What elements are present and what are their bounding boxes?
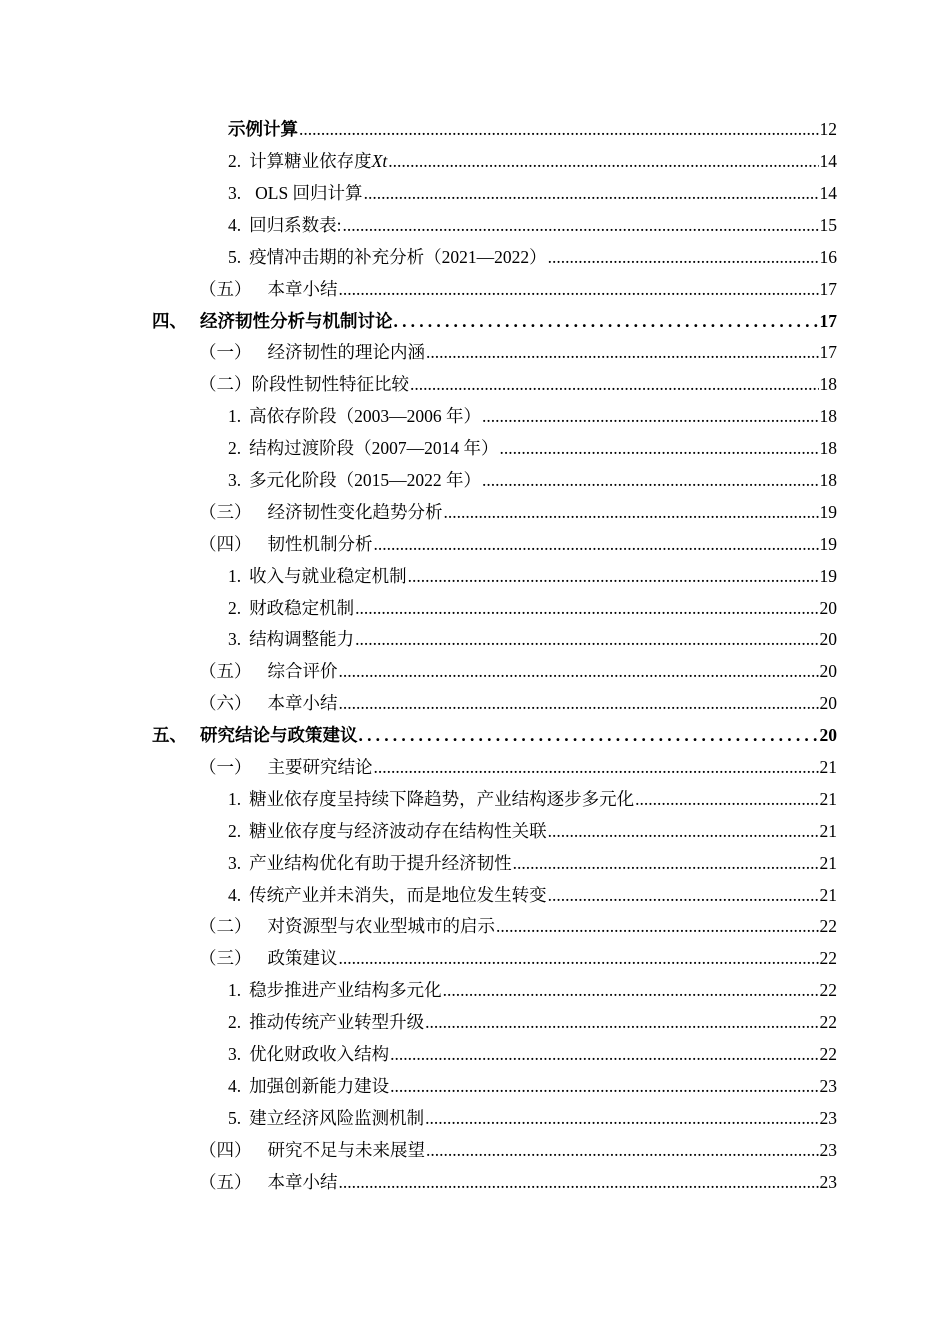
dot-leader bbox=[388, 153, 818, 171]
toc-entry-page-number: 22 bbox=[819, 1044, 837, 1065]
toc-entry-line bbox=[228, 469, 837, 490]
toc-entry-title-text: 推动传统产业转型升级 bbox=[249, 1012, 425, 1033]
toc-entry-number: 1. bbox=[228, 406, 242, 427]
toc-entry-page-number: 19 bbox=[819, 501, 837, 522]
toc-entry-line bbox=[228, 214, 837, 235]
toc-entry-line bbox=[228, 820, 837, 841]
toc-entry-line bbox=[228, 982, 837, 1000]
toc-entry-line bbox=[228, 631, 837, 649]
toc-entry-title-text: 优化财政收入结构 bbox=[249, 1044, 390, 1065]
toc-entry-title-text: 收入与就业稳定机制 bbox=[249, 565, 407, 586]
toc-entry-page-number: 12 bbox=[819, 119, 837, 140]
toc-entry-page-number: 18 bbox=[819, 406, 837, 427]
toc-entry[interactable] bbox=[0, 879, 950, 911]
toc-entry-title-variable: Xt bbox=[371, 151, 388, 172]
toc-entry[interactable] bbox=[0, 656, 950, 688]
toc-entry-title-text: 阶段性韧性特征比较 bbox=[251, 374, 409, 395]
toc-entry-page-number: 20 bbox=[819, 661, 837, 682]
dot-leader bbox=[359, 727, 819, 745]
toc-entry-page-number: 21 bbox=[819, 757, 837, 777]
toc-entry-title bbox=[249, 788, 635, 809]
toc-entry-title bbox=[249, 597, 355, 618]
dot-leader bbox=[548, 249, 819, 267]
toc-entry-page-number: 23 bbox=[819, 1107, 837, 1128]
toc-entry[interactable] bbox=[0, 752, 950, 784]
dot-leader bbox=[500, 440, 819, 458]
toc-entry[interactable] bbox=[0, 305, 950, 337]
toc-entry-title-text: 结构过渡阶段（2007—2014 年） bbox=[249, 438, 499, 459]
toc-entry-line bbox=[199, 663, 837, 681]
toc-entry[interactable] bbox=[0, 592, 950, 624]
toc-entry-line bbox=[199, 918, 837, 936]
toc-entry-line bbox=[152, 727, 837, 745]
dot-leader bbox=[355, 600, 818, 618]
toc-entry-line bbox=[152, 310, 837, 331]
toc-entry-title bbox=[268, 759, 373, 777]
toc-entry-number: 2. bbox=[228, 151, 242, 172]
toc-entry-line bbox=[199, 533, 837, 554]
toc-entry-page-number: 20 bbox=[819, 597, 837, 618]
toc-entry-number: （六） bbox=[199, 693, 252, 714]
toc-entry-line bbox=[199, 950, 837, 968]
toc-entry-line bbox=[228, 1046, 837, 1064]
toc-entry-title-text: 加强创新能力建设 bbox=[249, 1075, 390, 1096]
toc-entry-title-text: 财政稳定机制 bbox=[249, 597, 355, 618]
toc-entry-page-number: 21 bbox=[819, 884, 837, 905]
dot-leader bbox=[410, 376, 819, 394]
toc-entry-number: 1. bbox=[228, 788, 242, 809]
toc-entry-title-text: 糖业依存度与经济波动存在结构性关联 bbox=[249, 820, 547, 841]
dot-leader bbox=[444, 504, 819, 522]
toc-entry[interactable] bbox=[0, 1135, 950, 1167]
toc-entry-title-text: 高依存阶段（2003—2006 年） bbox=[249, 406, 481, 427]
dot-leader bbox=[426, 1142, 819, 1160]
toc-entry-title bbox=[249, 153, 387, 171]
toc-entry-title bbox=[267, 533, 373, 554]
toc-entry-number: 4. bbox=[228, 1075, 242, 1096]
toc-entry[interactable] bbox=[0, 337, 950, 369]
toc-entry-title-text: 本章小结 bbox=[267, 278, 338, 299]
toc-entry-line bbox=[199, 1139, 837, 1160]
toc-entry[interactable] bbox=[0, 688, 950, 720]
toc-entry[interactable] bbox=[0, 497, 950, 529]
toc-entry-line bbox=[228, 182, 837, 203]
toc-entry-title-text: 韧性机制分析 bbox=[267, 533, 373, 554]
toc-entry-title bbox=[255, 182, 363, 203]
toc-entry-page-number: 20 bbox=[819, 693, 837, 714]
toc-entry-title bbox=[249, 1046, 389, 1064]
toc-entry-line bbox=[228, 597, 837, 618]
toc-entry-title bbox=[249, 469, 481, 490]
toc-entry-title-text: 稳步推进产业结构多元化 bbox=[249, 980, 442, 1001]
dot-leader bbox=[635, 791, 818, 809]
toc-entry-title bbox=[200, 727, 358, 745]
toc-entry-line bbox=[199, 759, 837, 777]
toc-entry-title-text: 多元化阶段（2015—2022 年） bbox=[249, 469, 481, 490]
toc-entry-number: （二） bbox=[199, 374, 252, 395]
toc-entry-title bbox=[249, 631, 354, 649]
dot-leader bbox=[343, 217, 819, 235]
dot-leader bbox=[339, 663, 819, 681]
dot-leader bbox=[339, 1174, 819, 1192]
toc-entry-page-number: 14 bbox=[819, 151, 837, 172]
dot-leader bbox=[374, 759, 819, 777]
toc-entry-page-number: 22 bbox=[819, 1012, 837, 1033]
toc-entry-page-number: 14 bbox=[819, 182, 837, 203]
toc-entry[interactable] bbox=[0, 911, 950, 943]
toc-entry-line bbox=[228, 565, 837, 586]
toc-entry-title bbox=[267, 1171, 338, 1192]
dot-leader bbox=[394, 313, 819, 331]
toc-entry-title-text: 产业结构优化有助于提升经济韧性 bbox=[249, 852, 512, 873]
toc-entry-number: （五） bbox=[199, 661, 252, 682]
toc-entry-number: 1. bbox=[228, 565, 242, 586]
toc-entry-title-text: 研究不足与未来展望 bbox=[267, 1139, 425, 1160]
toc-entry-number: （一） bbox=[199, 757, 252, 777]
toc-entry-title bbox=[267, 1139, 426, 1160]
toc-entry-number: 3. bbox=[228, 469, 242, 490]
toc-entry[interactable] bbox=[0, 975, 950, 1007]
toc-entry-line bbox=[199, 501, 837, 522]
toc-entry-title bbox=[249, 1075, 390, 1096]
toc-entry-title bbox=[267, 278, 338, 299]
toc-entry-number: 4. bbox=[228, 884, 242, 905]
dot-leader bbox=[390, 1046, 818, 1064]
dot-leader bbox=[339, 281, 819, 299]
toc-entry-page-number: 17 bbox=[819, 342, 837, 363]
toc-entry-page-number: 22 bbox=[819, 948, 837, 969]
toc-entry-number: 四、 bbox=[152, 310, 187, 331]
toc-entry-number: 5. bbox=[228, 1107, 242, 1128]
toc-entry[interactable] bbox=[0, 624, 950, 656]
toc-entry-number: （三） bbox=[199, 948, 252, 969]
toc-entry-number: （一） bbox=[199, 342, 252, 363]
toc-entry-line bbox=[228, 788, 837, 809]
toc-entry-page-number: 18 bbox=[819, 438, 837, 459]
toc-entry-title-text: 政策建议 bbox=[267, 948, 338, 969]
toc-entry-title bbox=[200, 310, 393, 331]
toc-entry-title-text: 研究结论与政策建议 bbox=[200, 725, 358, 746]
toc-entry[interactable] bbox=[0, 816, 950, 848]
toc-entry-line bbox=[199, 1171, 837, 1192]
toc-entry-title-text: 经济韧性变化趋势分析 bbox=[267, 501, 443, 522]
toc-entry-number: （二） bbox=[199, 916, 252, 937]
toc-entry-title-text: 对资源型与农业型城市的启示 bbox=[267, 916, 495, 937]
toc-entry-line bbox=[228, 1014, 837, 1032]
toc-entry-number: 2. bbox=[228, 820, 242, 841]
toc-entry-page-number: 18 bbox=[819, 469, 837, 490]
toc-entry-number: 3. bbox=[228, 182, 242, 203]
toc-entry-page-number: 21 bbox=[819, 820, 837, 841]
dot-leader bbox=[513, 855, 819, 873]
toc-entry[interactable] bbox=[0, 114, 950, 146]
toc-entry-title-text: 传统产业并未消失，而是地位发生转变 bbox=[249, 884, 547, 905]
toc-entry[interactable] bbox=[0, 1007, 950, 1039]
dot-leader bbox=[299, 121, 819, 139]
toc-entry-page-number: 19 bbox=[819, 565, 837, 586]
toc-entry-title-text: 经济韧性的理论内涵 bbox=[267, 342, 425, 363]
dot-leader bbox=[364, 185, 819, 203]
toc-entry-title-text: 疫情冲击期的补充分析（2021—2022） bbox=[249, 246, 547, 267]
toc-entry-title bbox=[268, 695, 338, 713]
dot-leader bbox=[482, 408, 819, 426]
toc-entry-line bbox=[199, 376, 837, 394]
toc-entry[interactable] bbox=[0, 1166, 950, 1198]
toc-entry[interactable] bbox=[0, 1103, 950, 1135]
toc-entry-title bbox=[249, 440, 498, 458]
toc-entry[interactable] bbox=[0, 178, 950, 210]
toc-entry-title-text: 主要研究结论 bbox=[267, 757, 373, 777]
dot-leader bbox=[408, 568, 819, 586]
toc-entry-line bbox=[199, 344, 837, 362]
toc-entry-page-number: 20 bbox=[819, 725, 837, 746]
toc-entry-number: 3. bbox=[228, 1044, 242, 1065]
toc-entry-title bbox=[268, 663, 338, 681]
toc-entry-number: （五） bbox=[199, 1171, 252, 1192]
dot-leader bbox=[496, 918, 819, 936]
toc-entry-number: （四） bbox=[199, 1139, 252, 1160]
toc-entry[interactable] bbox=[0, 720, 950, 752]
toc-entry-line bbox=[228, 1107, 837, 1128]
toc-entry-line bbox=[228, 884, 837, 905]
toc-entry[interactable] bbox=[0, 1071, 950, 1103]
toc-entry-title bbox=[267, 501, 443, 522]
toc-entry-number: 5. bbox=[228, 246, 242, 267]
toc-entry-title bbox=[268, 950, 338, 968]
toc-entry-number: 3. bbox=[228, 852, 242, 873]
toc-entry-number: 2. bbox=[228, 438, 242, 459]
toc-entry-title-text: 本章小结 bbox=[267, 1171, 338, 1192]
toc-entry-title bbox=[249, 1014, 424, 1032]
toc-entry-title bbox=[249, 820, 547, 841]
toc-entry[interactable] bbox=[0, 401, 950, 433]
toc-entry-page-number: 17 bbox=[819, 278, 837, 299]
toc-entry[interactable] bbox=[0, 369, 950, 401]
toc-entry-number: （四） bbox=[199, 533, 252, 554]
toc-entry[interactable] bbox=[0, 465, 950, 497]
toc-entry-line bbox=[228, 408, 837, 426]
dot-leader bbox=[374, 536, 819, 554]
toc-entry-title bbox=[249, 214, 342, 235]
toc-entry-title bbox=[249, 408, 481, 426]
dot-leader bbox=[339, 950, 819, 968]
toc-entry-line bbox=[228, 246, 837, 267]
toc-entry-page-number: 23 bbox=[819, 1075, 837, 1096]
toc-entry[interactable] bbox=[0, 273, 950, 305]
toc-entry-number: 2. bbox=[228, 597, 242, 618]
toc-entry-page-number: 15 bbox=[819, 214, 837, 235]
toc-entry[interactable] bbox=[0, 529, 950, 561]
dot-leader bbox=[443, 982, 819, 1000]
toc-entry-page-number: 23 bbox=[819, 1171, 837, 1192]
toc-entry-title-text: 综合评价 bbox=[267, 661, 338, 682]
dot-leader bbox=[548, 887, 819, 905]
dot-leader bbox=[482, 472, 819, 490]
dot-leader bbox=[425, 1110, 818, 1128]
toc-entry-line bbox=[199, 695, 837, 713]
toc-entry[interactable] bbox=[0, 943, 950, 975]
dot-leader bbox=[355, 631, 818, 649]
toc-entry-number: 2. bbox=[228, 1012, 242, 1033]
toc-entry[interactable] bbox=[0, 210, 950, 242]
table-of-contents bbox=[0, 114, 950, 1198]
toc-entry-number: （五） bbox=[199, 278, 252, 299]
toc-entry[interactable] bbox=[0, 433, 950, 465]
toc-entry-line bbox=[228, 1075, 837, 1096]
toc-entry-line bbox=[199, 278, 837, 299]
toc-entry-line bbox=[228, 121, 837, 139]
toc-entry-page-number: 20 bbox=[819, 629, 837, 650]
toc-entry-title-text: 示例计算 bbox=[228, 119, 298, 140]
toc-entry-page-number: 23 bbox=[819, 1139, 837, 1160]
toc-entry-title bbox=[252, 376, 410, 394]
toc-entry-title bbox=[249, 246, 547, 267]
toc-entry-line bbox=[228, 440, 837, 458]
toc-entry-number: （三） bbox=[199, 501, 252, 522]
dot-leader bbox=[426, 344, 819, 362]
toc-entry-title-text: 建立经济风险监测机制 bbox=[249, 1107, 425, 1128]
toc-entry-title bbox=[249, 884, 547, 905]
toc-entry-title-text: 回归系数表: bbox=[249, 214, 342, 235]
toc-entry[interactable] bbox=[0, 146, 950, 178]
toc-entry-title bbox=[249, 852, 512, 873]
toc-entry-title-text: 经济韧性分析与机制讨论 bbox=[200, 310, 393, 331]
toc-entry-title-text: 计算糖业依存度 bbox=[249, 151, 372, 172]
toc-entry-page-number: 16 bbox=[819, 246, 837, 267]
toc-entry-page-number: 19 bbox=[819, 533, 837, 554]
toc-entry-line bbox=[228, 153, 837, 171]
toc-entry-title bbox=[228, 121, 298, 139]
toc-entry-number: 4. bbox=[228, 214, 242, 235]
toc-entry-number: 1. bbox=[228, 980, 242, 1001]
toc-entry-page-number: 21 bbox=[819, 852, 837, 873]
toc-entry-number: 五、 bbox=[152, 725, 187, 746]
toc-entry-line bbox=[228, 852, 837, 873]
toc-entry-page-number: 17 bbox=[819, 310, 837, 331]
dot-leader bbox=[548, 823, 819, 841]
dot-leader bbox=[425, 1014, 818, 1032]
toc-entry-page-number: 21 bbox=[819, 788, 837, 809]
toc-entry-title bbox=[249, 565, 407, 586]
toc-entry[interactable] bbox=[0, 560, 950, 592]
toc-entry[interactable] bbox=[0, 784, 950, 816]
toc-entry-title bbox=[268, 344, 426, 362]
dot-leader bbox=[339, 695, 819, 713]
toc-entry[interactable] bbox=[0, 242, 950, 274]
toc-entry-title-text: OLS 回归计算 bbox=[255, 182, 363, 203]
toc-entry-title bbox=[268, 918, 496, 936]
toc-entry-title-text: 本章小结 bbox=[267, 693, 338, 714]
toc-entry-page-number: 18 bbox=[819, 374, 837, 395]
toc-entry[interactable] bbox=[0, 1039, 950, 1071]
toc-entry-number: 3. bbox=[228, 629, 242, 650]
toc-entry-title bbox=[249, 982, 442, 1000]
toc-entry-page-number: 22 bbox=[819, 916, 837, 937]
toc-entry-title bbox=[249, 1107, 425, 1128]
dot-leader bbox=[390, 1078, 818, 1096]
toc-entry-title-text: 糖业依存度呈持续下降趋势，产业结构逐步多元化 bbox=[249, 788, 635, 809]
toc-entry-title-text: 结构调整能力 bbox=[249, 629, 355, 650]
toc-entry[interactable] bbox=[0, 847, 950, 879]
toc-entry-page-number: 22 bbox=[819, 980, 837, 1001]
